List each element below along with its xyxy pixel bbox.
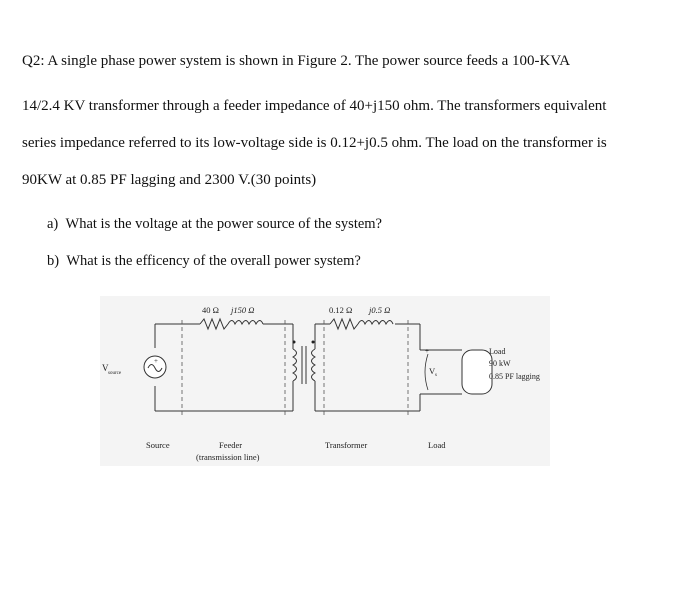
caption-transformer: Transformer	[325, 440, 368, 450]
part-b-label: b)	[47, 253, 60, 269]
vs-plus-sign: +	[425, 347, 429, 355]
vs-main: V	[429, 366, 436, 376]
load-label-line2: 90 kW	[489, 359, 511, 368]
load-label-line3: 0.85 PF lagging	[489, 372, 540, 381]
question-line-4: 90KW at 0.85 PF lagging and 2300 V.(30 points)	[22, 172, 317, 188]
load-label-line1: Load	[489, 347, 506, 356]
part-a-label: a)	[47, 216, 59, 232]
source-plus-sign: +	[154, 357, 158, 365]
part-b	[47, 252, 361, 270]
caption-feeder: Feeder	[219, 440, 243, 450]
question-line-3: series impedance referred to its low-voltage side is 0.12+j0.5 ohm. The load on the transformer is	[22, 135, 607, 151]
circuit-figure	[100, 296, 550, 466]
part-a-text: What is the voltage at the power source of the system?	[65, 216, 382, 232]
polarity-dot-secondary	[312, 341, 315, 344]
question-line-1: Q2: A single phase power system is shown in Figure 2. The power source feeds a 100-KVA	[22, 53, 571, 69]
load-box	[462, 350, 492, 394]
caption-source: Source	[146, 440, 170, 450]
v-source-sub: source	[108, 371, 122, 376]
polarity-dot-primary	[293, 341, 296, 344]
transformer-resistance-label: 0.12 Ω	[329, 305, 353, 315]
caption-feeder-sub: (transmission line)	[196, 452, 260, 462]
vs-sub: s	[435, 373, 437, 378]
question-line-2: 14/2.4 KV transformer through a feeder impedance of 40+j150 ohm. The transformers equivalent	[22, 98, 607, 114]
v-source-main: V	[102, 363, 109, 373]
circuit-diagram	[100, 296, 550, 466]
caption-load: Load	[428, 440, 446, 450]
part-a	[47, 215, 382, 233]
feeder-resistance-label: 40 Ω	[202, 305, 219, 315]
feeder-reactance-label: j150 Ω	[231, 305, 255, 315]
transformer-reactance-label: j0.5 Ω	[369, 305, 391, 315]
part-b-text: What is the efficency of the overall power system?	[66, 253, 361, 269]
